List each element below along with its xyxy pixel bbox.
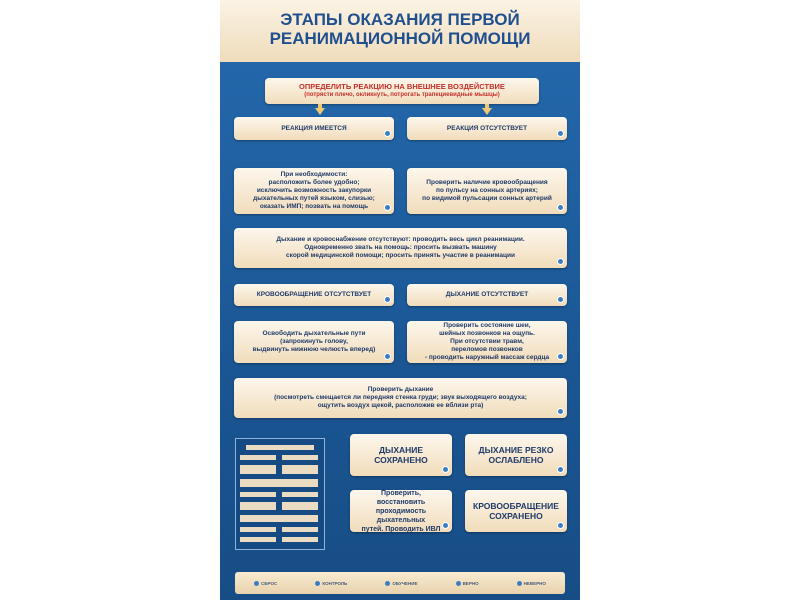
if-needed-line: При необходимости:	[280, 171, 348, 178]
if-needed-line: расположить более удобно;	[268, 179, 360, 186]
check-neck-line: переломов позвонков	[451, 346, 523, 353]
restore-airways-line: путей. Проводить ИВЛ	[361, 525, 441, 533]
check-neck-box	[407, 321, 567, 363]
footer-item-learning[interactable]	[385, 581, 417, 586]
circulation-kept-line: КРОВООБРАЩЕНИЕ	[473, 501, 559, 511]
footer-label: КОНТРОЛЬ	[322, 580, 348, 586]
check-breathing-line: (посмотреть смещается ли передняя стенка груди; звук выходящего воздуха;	[274, 394, 527, 401]
check-breathing-box	[234, 378, 567, 418]
restore-airways-line: проходимость дыхательных	[375, 507, 427, 524]
restore-airways-line: Проверить, восстановить	[376, 489, 426, 506]
info-dot-icon	[557, 353, 564, 360]
info-dot-icon	[384, 204, 391, 211]
poster-header	[220, 0, 580, 62]
title-line-2: РЕАНИМАЦИОННОЙ ПОМОЩИ	[269, 29, 531, 48]
footer-controls	[235, 572, 565, 594]
circulation-absent-box	[234, 284, 394, 306]
breathing-weak-box	[465, 434, 567, 476]
footer-item-reset[interactable]	[254, 581, 277, 586]
if-needed-box	[234, 168, 394, 214]
reaction-present-label: РЕАКЦИЯ ИМЕЕТСЯ	[281, 124, 347, 132]
check-neck-line: При отсутствии травм,	[450, 338, 524, 345]
breathing-weak-line: ОСЛАБЛЕНО	[488, 455, 544, 465]
check-circulation-line: по видимой пульсации сонных артерий	[422, 195, 552, 202]
free-airways-line: Освободить дыхательные пути	[262, 330, 366, 337]
title-line-1: ЭТАПЫ ОКАЗАНИЯ ПЕРВОЙ	[280, 10, 520, 29]
circulation-kept-line: СОХРАНЕНО	[489, 511, 543, 521]
wrong-icon	[517, 581, 522, 586]
thumbnail-diagram-image	[235, 438, 325, 550]
check-neck-line: Проверить состояние шеи,	[443, 322, 531, 329]
determine-reaction-hint: (потрясти плечо, окликнуть, потрогать трапециевидные мышцы)	[304, 92, 500, 98]
footer-label: НЕВЕРНО	[523, 580, 546, 586]
info-dot-icon	[557, 522, 564, 529]
correct-icon	[456, 581, 461, 586]
info-dot-icon	[557, 296, 564, 303]
full-resuscitation-line: Дыхание и кровоснабжение отсутствуют: проводить весь цикл реанимации.	[276, 236, 525, 243]
info-dot-icon	[557, 466, 564, 473]
check-breathing-line: Проверить дыхание	[367, 386, 434, 393]
info-dot-icon	[442, 522, 449, 529]
info-dot-icon	[557, 204, 564, 211]
footer-label: ОБУЧЕНИЕ	[392, 580, 418, 586]
check-circulation-box	[407, 168, 567, 214]
footer-label: СБРОС	[261, 580, 278, 586]
breathing-weak-line: ДЫХАНИЕ РЕЗКО	[478, 445, 554, 455]
reaction-present-box	[234, 117, 394, 140]
info-dot-icon	[384, 353, 391, 360]
arrow-down-left-icon	[315, 108, 325, 115]
full-resuscitation-line: Одновременно звать на помощь: просить вызвать машину	[304, 244, 497, 251]
control-icon	[315, 581, 320, 586]
breathing-kept-box	[350, 434, 452, 476]
check-neck-line: - проводить наружный массаж сердца	[424, 354, 550, 361]
check-neck-line: шейных позвонков на ощупь.	[439, 330, 535, 337]
info-dot-icon	[557, 258, 564, 265]
check-breathing-line: ощутить воздух щекой, расположив ее вблизи рта)	[317, 402, 484, 409]
if-needed-line: дыхательных путей языком, слизью;	[253, 195, 375, 202]
info-dot-icon	[557, 408, 564, 415]
determine-reaction-box	[265, 78, 539, 104]
determine-reaction-heading: ОПРЕДЕЛИТЬ РЕАКЦИЮ НА ВНЕШНЕЕ ВОЗДЕЙСТВИЕ	[299, 82, 505, 91]
circulation-kept-box	[465, 490, 567, 532]
footer-item-control[interactable]	[315, 581, 347, 586]
breathing-absent-label: ДЫХАНИЕ ОТСУТСТВУЕТ	[445, 291, 529, 298]
breathing-kept-label: ДЫХАНИЕ СОХРАНЕНО	[374, 445, 428, 465]
breathing-absent-box	[407, 284, 567, 306]
free-airways-box	[234, 321, 394, 363]
full-resuscitation-line: скорой медицинской помощи; просить принять участие в реанимации	[286, 252, 515, 259]
info-dot-icon	[384, 296, 391, 303]
footer-label: ВЕРНО	[462, 580, 479, 586]
restore-airways-box	[350, 490, 452, 532]
full-resuscitation-box	[234, 228, 567, 268]
info-dot-icon	[442, 466, 449, 473]
footer-item-wrong[interactable]	[517, 581, 546, 586]
check-circulation-line: по пульсу на сонных артериях;	[436, 187, 538, 194]
poster	[220, 0, 580, 600]
reset-icon	[254, 581, 259, 586]
reaction-absent-box	[407, 117, 567, 140]
check-circulation-line: Проверить наличие кровообращения	[426, 179, 548, 186]
reaction-absent-label: РЕАКЦИЯ ОТСУТСТВУЕТ	[446, 124, 528, 132]
learning-icon	[385, 581, 390, 586]
info-dot-icon	[557, 130, 564, 137]
free-airways-line: выдвинуть нижнюю челюсть вперед)	[252, 346, 376, 353]
arrow-down-right-icon	[482, 108, 492, 115]
poster-title	[220, 10, 580, 48]
info-dot-icon	[384, 130, 391, 137]
if-needed-line: оказать ИМП; позвать на помощь	[259, 203, 369, 210]
if-needed-line: исключить возможность закупорки	[256, 187, 372, 194]
circulation-absent-label: КРОВООБРАЩЕНИЕ ОТСУТСТВУЕТ	[256, 291, 372, 298]
free-airways-line: (запрокинуть голову,	[280, 338, 348, 345]
footer-item-correct[interactable]	[456, 581, 479, 586]
